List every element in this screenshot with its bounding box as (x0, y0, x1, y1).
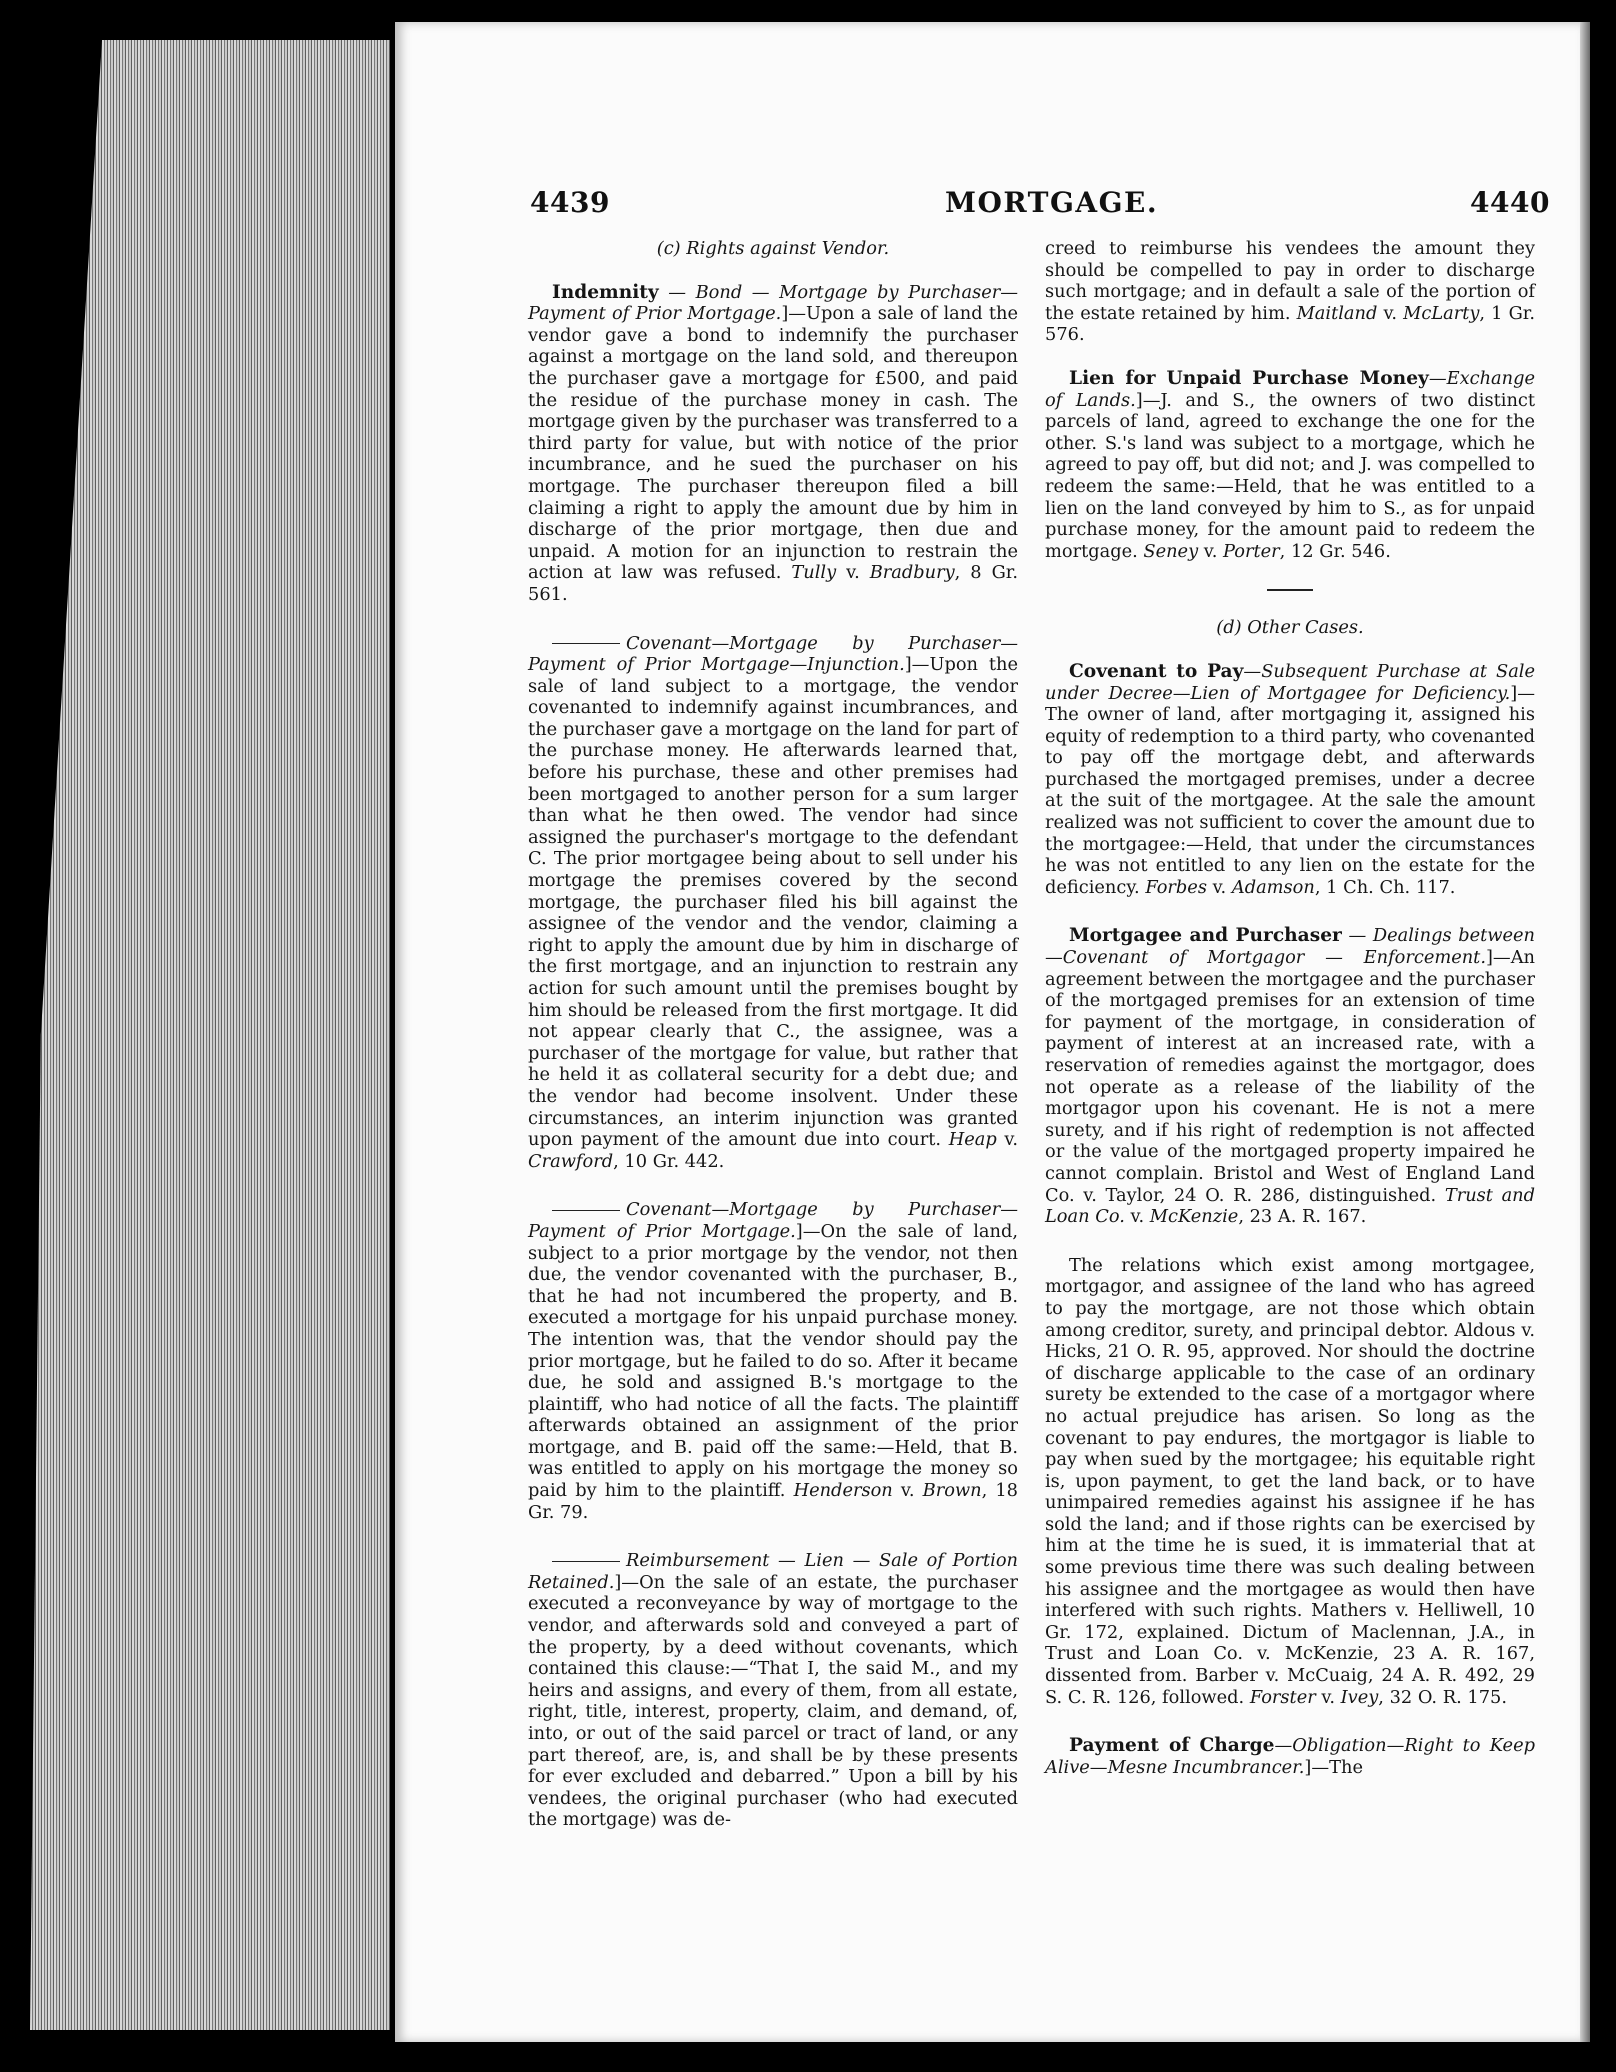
entry-payment-of-charge (1045, 1735, 1535, 1778)
citation: , 18 Gr. 79. (528, 1480, 1018, 1523)
paragraph-relations (1045, 1255, 1535, 1708)
case-name-2: McKenzie (1149, 1206, 1239, 1228)
case-name-2: Porter (1223, 540, 1280, 562)
citation: , 8 Gr. 561. (528, 562, 1018, 605)
entry-body: ]—Upon a sale of land the vendor gave a bond to indemnify the purchaser against a mortgage on the land sold, and thereupon the purchaser gave a mortgage for £500, and paid the residue of the purchase money in cash. The mortgage given by the purchaser was transferred to a third party for value, but with notice of the prior incumbrance, and he sued the purchaser on his mortgage. The purchaser thereupon filed a bill claiming a right to apply the amount due by him in discharge of the prior mortgage, then due and unpaid. A motion for an injunction to restrain the action at law was refused. (528, 303, 1018, 584)
entry-reimbursement-continued (1045, 238, 1535, 346)
entry-subhead: Reimbursement — Lien — Sale of Portion Retained. (528, 1550, 1018, 1593)
entry-subhead: — Dealings between—Covenant of Mortgagor — Enforcement. (1045, 925, 1535, 969)
citation: , 32 O. R. 175. (1378, 1686, 1507, 1708)
entry-body: ]—J. and S., the owners of two distinct parcels of land, agreed to exchange the one for the other. S.'s land was subject to a mortgage, which he agreed to pay off, but did not; and J. was compelled to redeem the same:—Held, that he was entitled to a lien on the land conveyed by him to S., as for unpaid purchase money, for the amount paid to redeem the mortgage. (1045, 389, 1535, 562)
entry-subhead: Covenant—Mortgage by Purchaser—Payment of Prior Mortgage—Injunction. (528, 632, 1018, 676)
section-heading-d: (d) Other Cases. (1216, 617, 1364, 639)
left-column (528, 238, 1018, 1858)
case-v: v. (892, 1480, 923, 1502)
entry-lien-unpaid-purchase-money (1045, 368, 1535, 562)
dash-rule (552, 643, 620, 644)
entry-covenant-injunction (528, 633, 1018, 1173)
case-name: Maitland (1296, 302, 1378, 324)
case-name-2: Adamson (1231, 876, 1315, 898)
entry-body: ]—An agreement between the mortgagee and the purchaser of the mortgaged premises for an extension of time for payment of the mortgage, in consideration of payment of interest at an increased rate, with a reservation of remedies against the mortgagor, does not operate as a release of the liability of the mortgagor upon his covenant. He is not a mere surety, and if his right of redemption is not affected or the value of the mortgaged property impaired he cannot complain. Bristol and West of England Land Co. v. Taylor, 24 O. R. 286, distinguished. (1045, 947, 1535, 1206)
entry-body: ]—Upon the sale of land subject to a mortgage, the vendor covenanted to indemnify against incumbrances, and the purchaser gave a mortgage on the land for part of the purchase money. He afterwards learned that, before his purchase, these and other premises had been mortgaged to another person for a sum larger than what he then owed. The vendor had since assigned the purchaser's mortgage to the defendant C. The prior mortgagee being about to sell under his mortgage the premises covered by the second mortgage, the purchaser filed his bill against the assignee of the vendor and the vendor, claiming a right to apply the amount due by him in discharge of the first mortgage, and an injunction to restrain any action for such amount until the premises bought by him should be released from the first mortgage. It did not appear clearly that C., the assignee, was a purchaser of the mortgage for value, but rather that he held it as collateral security for a debt due; and the vendor had become insolvent. Under these circumstances, an interim injunction was granted upon payment of the amount due into court. (528, 654, 1018, 1151)
citation: , 1 Ch. Ch. 117. (1314, 876, 1456, 898)
entry-mortgagee-and-purchaser (1045, 925, 1535, 1227)
entry-body: creed to reimburse his vendees the amount they should be compelled to pay in order to discharge such mortgage; and in default a sale of the portion of the estate retained by him. (1045, 238, 1535, 324)
case-name-2: Ivey (1340, 1686, 1379, 1708)
entry-body: ]—On the sale of an estate, the purchaser executed a reconveyance by way of mortgage to the vendor, and afterwards sold and conveyed a part of the property, by a deed without covenants, which contained this clause:—“That I, the said M., and my heirs and assigns, and every of them, from all estate, right, title, interest, property, claim, and demand, of, into, or out of the said parcel or tract of land, or any part thereof, are, is, and shall be by these presents for ever excluded and debarred.” Upon a bill by his vendees, the original purchaser (who had executed the mortgage) was de- (528, 1571, 1018, 1831)
case-name: Heap (948, 1129, 997, 1151)
case-name: Seney (1143, 540, 1199, 562)
case-name-2: Crawford (528, 1150, 614, 1172)
entry-body: ]—The (1304, 1756, 1363, 1778)
case-name: Forbes (1145, 876, 1207, 898)
entry-keyword: Mortgagee and Purchaser (1069, 925, 1342, 947)
dash-rule (552, 1210, 620, 1211)
entry-subhead: —Obligation—Right to Keep Alive—Mesne Incumbrancer. (1045, 1735, 1535, 1778)
stacked-page-edges (30, 40, 390, 2030)
case-name: Forster (1249, 1686, 1316, 1708)
dash-rule (552, 1561, 620, 1562)
running-title: MORTGAGE. (945, 186, 1159, 219)
entry-subhead: — Bond — Mortgage by Purchaser—Payment of Prior Mortgage. (528, 281, 1018, 325)
citation: , 10 Gr. 442. (613, 1150, 725, 1172)
case-name: Tully (791, 562, 837, 584)
right-column (1045, 238, 1535, 1805)
case-v: v. (836, 562, 870, 584)
entry-subhead: —Subsequent Purchase at Sale under Decree—Lien of Mortgagee for Deficiency. (1045, 660, 1536, 704)
entry-body: ]—The owner of land, after mortgaging it, assigned his equity of redemption to a third party, who covenanted to pay off the mortgage debt, and afterwards purchased the mortgaged premises, under a decree at the suit of the mortgagee. At the sale the amount realized was not sufficient to cover the amount due to the mortgagee:—Held, that under the circumstances he was not entitled to any lien on the estate for the deficiency. (1045, 682, 1535, 898)
entry-covenant-prior-mortgage (528, 1199, 1018, 1523)
entry-body: The relations which exist among mortgagee, mortgagor, and assignee of the land who has agreed to pay the mortgage, are not those which obtain among creditor, surety, and principal debtor. Aldous v. Hicks, 21 O. R. 95, approved. Nor should the doctrine of discharge applicable to the case of an ordinary surety be extended to the case of a mortgagor where no actual prejudice has arisen. So long as the covenant to pay endures, the mortgagor is liable to pay when sued by the mortgagee; his equitable right is, upon payment, to get the land back, or to have unimpaired remedies against his assignee if he has sold the land; and if those rights can be exercised by him at the time he is sued, it is immaterial that at some previous time there was such dealing between his assignee and the mortgagee as would then have interfered with such rights. Mathers v. Helliwell, 10 Gr. 172, explained. Dictum of Maclennan, J.A., in Trust and Loan Co. v. McKenzie, 23 A. R. 167, dissented from. Barber v. McCuaig, 24 A. R. 492, 29 S. C. R. 126, followed. (1045, 1254, 1535, 1708)
entry-covenant-to-pay (1045, 661, 1535, 899)
entry-keyword: Payment of Charge (1069, 1735, 1275, 1757)
case-name-2: Brown (922, 1480, 982, 1502)
entry-keyword: Lien for Unpaid Purchase Money (1069, 367, 1429, 389)
page-number-right: 4440 (1470, 186, 1550, 219)
case-name-2: McLarty (1403, 302, 1480, 324)
case-v: v. (996, 1129, 1018, 1151)
case-v: v. (1377, 302, 1404, 324)
case-v: v. (1198, 540, 1224, 562)
entry-indemnity (528, 282, 1018, 606)
citation: , 23 A. R. 167. (1238, 1206, 1367, 1228)
case-name: Henderson (793, 1480, 893, 1502)
case-v: v. (1124, 1206, 1150, 1228)
citation: , 12 Gr. 546. (1279, 540, 1391, 562)
section-divider (1267, 589, 1313, 591)
case-v: v. (1315, 1686, 1341, 1708)
entry-subhead: —Exchange of Lands. (1045, 367, 1535, 411)
citation: , 1 Gr. 576. (1045, 302, 1535, 346)
section-heading-c: (c) Rights against Vendor. (656, 238, 890, 259)
case-name: Trust and Loan Co. (1045, 1184, 1536, 1228)
entry-subhead: Covenant—Mortgage by Purchaser—Payment of Prior Mortgage. (528, 1199, 1018, 1242)
entry-body: ]—On the sale of land, subject to a prior mortgage by the vendor, not then due, the vendor covenanted with the purchaser, B., that he had not incumbered the property, and B. executed a mortgage for his unpaid purchase money. The intention was, that the vendor should pay the prior mortgage, but he failed to do so. After it became due, he sold and assigned B.'s mortgage to the plaintiff, who had notice of all the facts. The plaintiff afterwards obtained an assignment of the prior mortgage, and B. paid off the same:—Held, that B. was entitled to apply on his mortgage the money so paid by him to the plaintiff. (528, 1220, 1018, 1502)
case-name-2: Bradbury (869, 562, 955, 584)
entry-keyword: Indemnity (552, 281, 659, 303)
entry-keyword: Covenant to Pay (1069, 660, 1244, 682)
page-number-left: 4439 (530, 186, 610, 219)
page-right-edge (1580, 22, 1590, 2042)
entry-reimbursement (528, 1550, 1018, 1831)
case-v: v. (1206, 876, 1232, 898)
